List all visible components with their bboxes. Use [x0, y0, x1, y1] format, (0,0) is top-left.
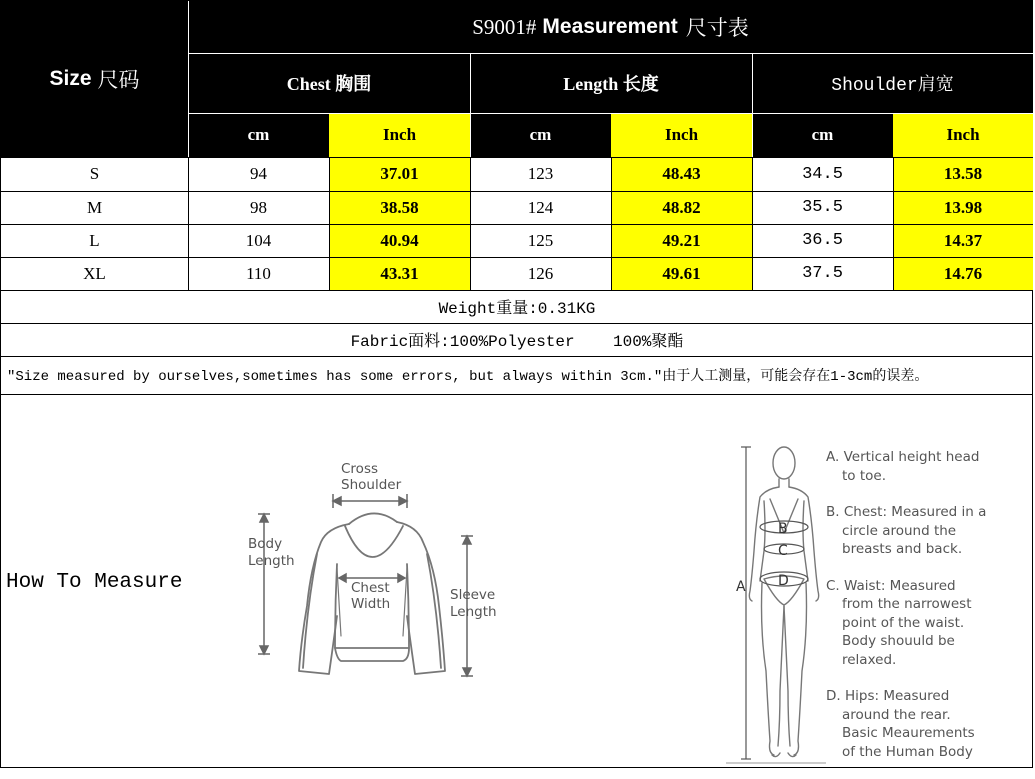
- unit-label: cm: [247, 125, 270, 144]
- body-notes: [826, 448, 1031, 779]
- label-sleeve-length-1: Sleeve: [450, 587, 496, 603]
- label-body-length-1: Body: [248, 536, 283, 552]
- inch-value-cell: 49.61: [611, 257, 752, 290]
- size-cell: S: [89, 164, 100, 183]
- body-note-line: Basic Meaurements: [842, 725, 975, 741]
- inch-value-cell: 37.01: [329, 157, 470, 191]
- chart-title: [188, 1, 1033, 53]
- body-note: [826, 503, 1031, 559]
- cm-value-cell: 34.5: [802, 164, 843, 184]
- weight-row: [1, 290, 1033, 323]
- cm-value-cell: 126: [527, 263, 554, 283]
- letter-b: B: [778, 521, 788, 537]
- group-label: Shoulder肩宽: [831, 76, 954, 96]
- group-header-chest: [188, 53, 470, 113]
- body-note-line: of the Human Body: [842, 743, 973, 760]
- how-to-measure-text: How To Measure: [6, 571, 183, 594]
- inch-value-cell: 14.37: [893, 224, 1033, 257]
- letter-a: A: [736, 579, 746, 595]
- body-note-line: point of the waist.: [842, 614, 965, 631]
- body-note-line: B. Chest: Measured in a: [826, 504, 987, 520]
- body-note-line: C. Waist: Measured: [826, 577, 956, 594]
- body-note: [826, 448, 1031, 485]
- inch-value-cell: 48.43: [611, 157, 752, 191]
- body-note: [826, 687, 1031, 761]
- inch-value-cell: 48.82: [611, 191, 752, 224]
- weight-text: Weight重量:0.31KG: [438, 300, 596, 318]
- unit-label: Inch: [382, 125, 417, 144]
- label-cross-shoulder-1: Cross: [341, 461, 379, 477]
- body-note-line: from the narrowest: [842, 596, 972, 612]
- size-header-en: Size: [49, 67, 92, 90]
- body-note-line: D. Hips: Measured: [826, 688, 950, 704]
- unit-label: cm: [811, 125, 834, 144]
- group-label: Length 长度: [563, 74, 659, 94]
- unit-cm: [470, 113, 611, 157]
- cm-value-cell: 36.5: [802, 231, 843, 250]
- note-text: "Size measured by ourselves,sometimes has some errors, but always within 3cm."由于人工测量，可能会存在1-3cm的误差。: [7, 369, 929, 385]
- cm-value-cell: 104: [245, 230, 272, 250]
- fabric-text: Fabric面料:100%Polyester 100%聚酯: [350, 333, 684, 351]
- cm-value-cell: 94: [250, 164, 267, 183]
- size-header: [1, 1, 188, 157]
- label-chest-width-1: Chest: [351, 580, 390, 596]
- chart-title-code: S9001#: [472, 14, 537, 39]
- label-chest-width-2: Width: [351, 596, 391, 612]
- letter-c: C: [778, 543, 788, 559]
- unit-label: Inch: [664, 125, 699, 144]
- group-header-shoulder: [752, 53, 1033, 113]
- body-note-line: around the rear.: [842, 706, 951, 723]
- body-note-line: to toe.: [842, 467, 886, 484]
- unit-cm: [188, 113, 329, 157]
- cm-value-cell: 125: [527, 230, 554, 250]
- unit-cm: [752, 113, 893, 157]
- how-to-measure-label: [6, 571, 182, 594]
- inch-value-cell: 14.76: [893, 257, 1033, 290]
- body-note-line: Body shouuld be: [842, 633, 955, 649]
- fabric-row: [1, 323, 1033, 356]
- unit-inch: [329, 113, 470, 157]
- unit-inch: [611, 113, 752, 157]
- chart-title-cn: 尺寸表: [685, 16, 749, 40]
- sweater-diagram: [241, 456, 511, 696]
- chart-title-bold: Measurement: [542, 15, 678, 38]
- cm-value-cell: 124: [527, 197, 554, 217]
- unit-label: cm: [529, 125, 552, 144]
- size-cell: XL: [83, 263, 106, 283]
- cm-value-cell: 110: [246, 263, 271, 283]
- unit-inch: [893, 113, 1033, 157]
- label-body-length-2: Length: [248, 553, 295, 569]
- body-note-line: A. Vertical height head: [826, 449, 980, 465]
- body-diagram: [726, 441, 826, 766]
- body-note-line: relaxed.: [842, 651, 897, 668]
- inch-value-cell: 38.58: [329, 191, 470, 224]
- body-note-line: breasts and back.: [842, 541, 963, 557]
- letter-d: D: [778, 573, 789, 589]
- note-row: [1, 356, 1033, 394]
- cm-value-cell: 35.5: [802, 198, 843, 217]
- inch-value-cell: 40.94: [329, 224, 470, 257]
- group-label: Chest 胸围: [286, 74, 372, 94]
- group-header-length: [470, 53, 752, 113]
- label-cross-shoulder-2: Shoulder: [341, 477, 402, 493]
- inch-value-cell: 49.21: [611, 224, 752, 257]
- label-sleeve-length-2: Length: [450, 604, 497, 620]
- size-cell: M: [86, 197, 103, 217]
- unit-label: Inch: [946, 125, 980, 144]
- inch-value-cell: 13.98: [893, 191, 1033, 224]
- body-note-line: circle around the: [842, 522, 957, 539]
- size-cell: L: [89, 230, 100, 250]
- cm-value-cell: 37.5: [802, 264, 843, 283]
- inch-value-cell: 13.58: [893, 157, 1033, 191]
- cm-value-cell: 123: [527, 164, 554, 183]
- body-note: [826, 577, 1031, 670]
- size-header-cn: 尺码: [97, 68, 140, 92]
- cm-value-cell: 98: [250, 197, 267, 217]
- inch-value-cell: 43.31: [329, 257, 470, 290]
